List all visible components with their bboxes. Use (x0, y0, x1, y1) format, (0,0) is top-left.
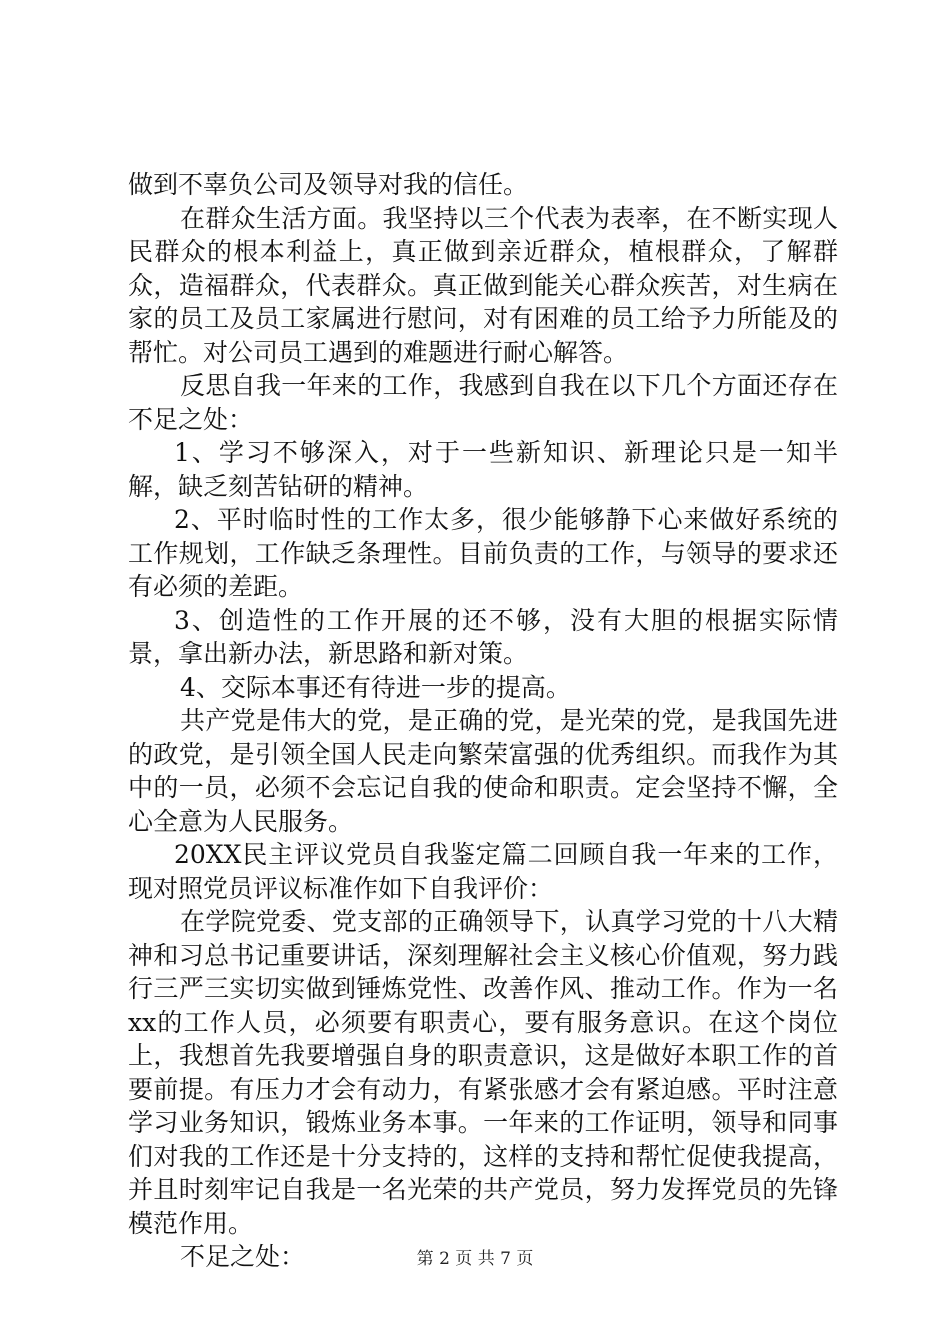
paragraph-4: 1、学习不够深入，对于一些新知识、新理论只是一知半解，缺乏刻苦钻研的精神。 (128, 438, 838, 501)
paragraph-5: 2、平时临时性的工作太多，很少能够静下心来做好系统的工作规划，工作缺乏条理性。目前负责的工作，与领导的要求还有必须的差距。 (128, 505, 838, 601)
paragraph-6: 3、创造性的工作开展的还不够，没有大胆的根据实际情景，拿出新办法，新思路和新对策。 (128, 605, 838, 668)
paragraph-11: 不足之处： (180, 1242, 306, 1271)
paragraph-2: 在群众生活方面。我坚持以三个代表为表率，在不断实现人民群众的根本利益上，真正做到亲近群众，植根群众，了解群众，造福群众，代表群众。真正做到能关心群众疾苦，对生病在家的员工及员工家属进行慰问，对有困难的员工给予力所能及的帮忙。对公司员工遇到的难题进行耐心解答。 (128, 203, 838, 367)
paragraph-10: 在学院党委、党支部的正确领导下，认真学习党的十八大精神和习总书记重要讲话，深刻理解社会主义核心价值观，努力践行三严三实切实做到锤炼党性、改善作风、推动工作。作为一名xx的工作人员，必须要有职责心，要有服务意识。在这个岗位上，我想首先我要增强自身的职责意识，这是做好本职工作的首要前提。有压力才会有动力，有紧张感才会有紧迫感。平时注意学习业务知识，锻炼业务本事。一年来的工作证明，领导和同事们对我的工作还是十分支持的，这样的支持和帮忙促使我提高，并且时刻牢记自我是一名光荣的共产党员，努力发挥党员的先锋模范作用。 (128, 907, 838, 1238)
paragraph-9: 20XX民主评议党员自我鉴定篇二回顾自我一年来的工作，现对照党员评议标准作如下自我评价： (128, 840, 838, 903)
paragraph-1: 做到不辜负公司及领导对我的信任。 (128, 170, 529, 199)
paragraph-3: 反思自我一年来的工作，我感到自我在以下几个方面还存在不足之处： (128, 371, 838, 434)
document-body (128, 168, 838, 1274)
paragraph-7: 4、交际本事还有待进一步的提高。 (180, 672, 571, 702)
paragraph-8: 共产党是伟大的党，是正确的党，是光荣的党，是我国先进的政党，是引领全国人民走向繁荣富强的优秀组织。而我作为其中的一员，必须不会忘记自我的使命和职责。定会坚持不懈，全心全意为人民服务。 (128, 706, 838, 836)
page-footer: 第 2 页 共 7 页 (416, 1249, 534, 1269)
